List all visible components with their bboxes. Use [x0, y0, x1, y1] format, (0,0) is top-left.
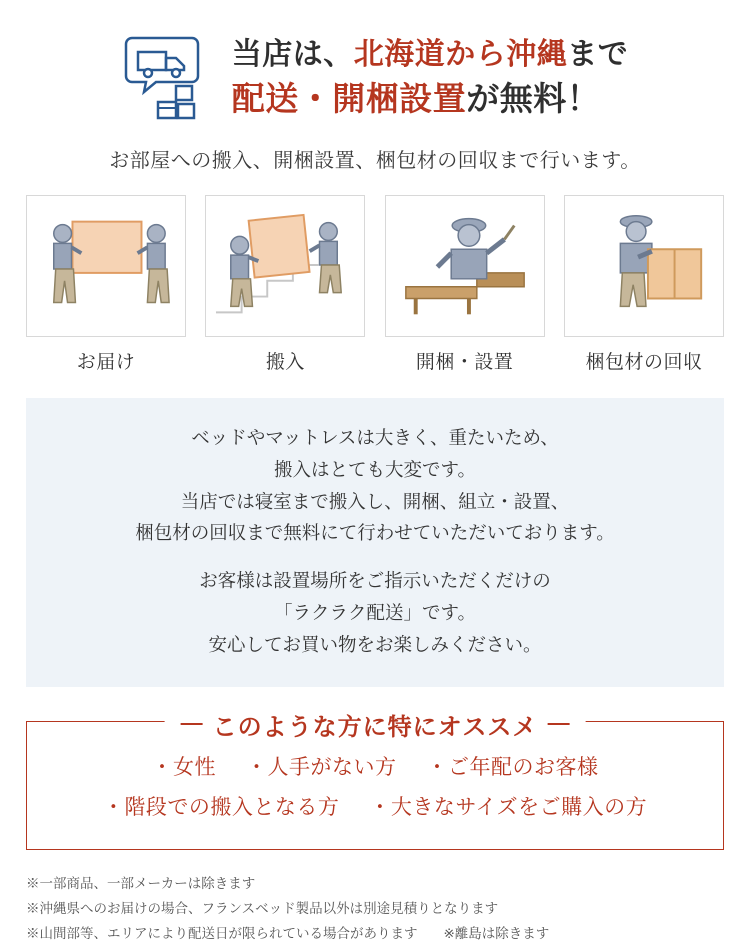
note-line: ※一部商品、一部メーカーは除きます: [26, 876, 256, 892]
description-line: ベッドやマットレスは大きく、重たいため、: [191, 427, 559, 448]
step-delivery: [26, 195, 186, 374]
recommend-item: ・ご年配のお客様: [426, 755, 599, 779]
headline: [232, 37, 629, 119]
delivery-truck-icon: [122, 30, 218, 126]
step-label: 開梱・設置: [415, 352, 514, 373]
headline-line-2: [232, 79, 629, 119]
two-workers-carrying-board-icon: [27, 196, 185, 336]
header: [0, 0, 750, 126]
worker-assembling-bed-frame-icon: [386, 196, 544, 336]
headline-line1-accent: 北海道から沖縄: [353, 38, 568, 72]
description-line: 梱包材の回収まで無料にて行わせていただいております。: [135, 522, 615, 544]
title-dash-left-icon: [181, 723, 203, 725]
step-packaging-collection: [564, 195, 724, 374]
note-line: ※離島は除きます: [443, 926, 550, 942]
step-unpack-install: [385, 195, 545, 374]
recommend-box: [26, 713, 724, 851]
description-line: お客様は設置場所をご指示いただくだけの: [199, 570, 551, 592]
step-label: お届け: [76, 352, 136, 373]
step-image-frame: [564, 195, 724, 337]
headline-line-1: [232, 37, 629, 73]
recommend-title-wrap: [165, 707, 586, 742]
step-label: 搬入: [265, 352, 305, 373]
notes-list: [26, 872, 724, 947]
headline-line1-post: まで: [567, 38, 629, 72]
headline-line1-pre: 当店は、: [231, 38, 354, 72]
note-line: ※沖縄県へのお届けの場合、フランスベッド製品以外は別途見積りとなります: [26, 901, 499, 917]
recommend-row: [37, 788, 713, 828]
recommend-row: [37, 748, 713, 788]
recommend-title: このような方に特にオススメ: [212, 713, 538, 741]
recommend-item: ・階段での搬入となる方: [102, 795, 340, 819]
subheadline: お部屋への搬入、開梱設置、梱包材の回収まで行います。: [109, 150, 641, 172]
step-carry-in: [205, 195, 365, 374]
recommend-item: ・大きなサイズをご購入の方: [369, 795, 648, 819]
note-line-group: [26, 922, 724, 947]
description-line: 安心してお買い物をお楽しみください。: [208, 633, 542, 655]
description-line: 搬入はとても大変です。: [273, 458, 477, 480]
description-line: 「ラクラク配送」です。: [273, 602, 477, 624]
description-line: 当店では寝室まで搬入し、開梱、組立・設置、: [180, 490, 570, 512]
worker-carrying-cardboard-icon: [565, 196, 723, 336]
step-image-frame: [26, 195, 186, 337]
step-image-frame: [205, 195, 365, 337]
description-panel: [26, 398, 724, 687]
note-line: ※山間部等、エリアにより配送日が限られている場合があります: [26, 926, 418, 942]
description-spacer: [36, 549, 714, 565]
headline-line2-post: が無料！: [466, 80, 601, 118]
recommend-item: ・女性: [151, 755, 216, 779]
headline-line2-accent: 配送・開梱設置: [231, 80, 467, 118]
step-label: 梱包材の回収: [585, 352, 703, 373]
workers-carrying-up-stairs-icon: [206, 196, 364, 336]
steps-row: [26, 195, 724, 374]
recommend-item: ・人手がない方: [246, 755, 397, 779]
title-dash-right-icon: [547, 723, 569, 725]
step-image-frame: [385, 195, 545, 337]
